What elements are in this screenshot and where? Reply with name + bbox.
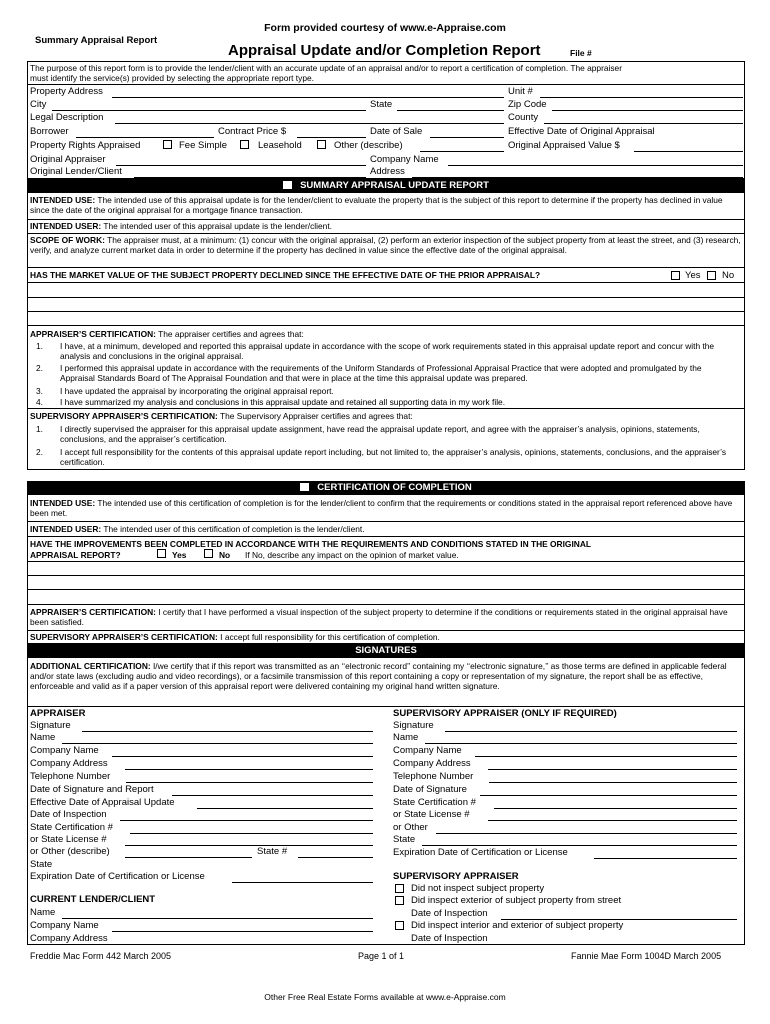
- completed-yes-checkbox[interactable]: [157, 549, 166, 558]
- cert-item-text: I have, at a minimum, developed and reported this appraisal update in accordance with the scope of work requirements stated in this appraisal update report and concur with the analysis and conclusions in the original appraisal.: [60, 341, 715, 362]
- effective-date-label: Effective Date of Original Appraisal: [508, 126, 655, 137]
- fee-simple-label: Fee Simple: [179, 140, 228, 151]
- appraiser-field-label: Effective Date of Appraisal Update: [30, 797, 175, 808]
- sup-item-text: I accept full responsibility for the contents of this appraisal update report including, but not limited to, the appraiser’s analysis, opinions, statements, conclusions, and the appraiser’s certification.: [60, 447, 727, 468]
- appraiser-heading: APPRAISER: [30, 708, 86, 719]
- update-intended-use: INTENDED USE: The intended use of this appraisal update is for the lender/client to evaluate the property that is the subject of this report to determine if the property has declined in value since the date of the original appraisal for a mortgage finance transaction.: [30, 195, 723, 216]
- appraiser-inspection-date-line[interactable]: [120, 820, 373, 821]
- zip-label: Zip Code: [508, 99, 547, 110]
- appraiser-field-label: Date of Inspection: [30, 809, 107, 820]
- supervisor-field-label: Name: [393, 732, 419, 743]
- appraiser-other-line[interactable]: [125, 857, 252, 858]
- signatures-section-header: [27, 644, 745, 657]
- additional-certification: ADDITIONAL CERTIFICATION: I/we certify that if this report was transmitted as an ‘‘electronic record’’ containing my ‘‘electronic signature,’’ as those terms are defined in applicable federal and/or state laws (excluding audio and video recordings), or a facsimile transmission of this report containing a copy or representation of my signature, the report shall be as effective, enforceable and valid as if a paper version of this appraisal report were delivered containing my original hand written signature.: [30, 661, 727, 692]
- lender-address-line[interactable]: [125, 944, 373, 945]
- appraiser-effective-date-line[interactable]: [197, 808, 373, 809]
- other-rights-label: Other (describe): [334, 140, 403, 151]
- fee-simple-checkbox[interactable]: [163, 140, 172, 149]
- appraiser-address-line[interactable]: [125, 769, 373, 770]
- supervisor-field-label: State: [393, 834, 416, 845]
- supervisor-field-label: Expiration Date of Certification or License: [393, 847, 568, 858]
- interior-inspection-date-line[interactable]: [501, 944, 737, 945]
- supervisor-name-line[interactable]: [425, 743, 737, 744]
- completion-section-header: [27, 481, 745, 494]
- exterior-inspected-checkbox[interactable]: [395, 896, 404, 905]
- original-lender-label: Original Lender/Client: [30, 166, 122, 177]
- lender-company-line[interactable]: [112, 931, 373, 932]
- exterior-inspection-date-label: Date of Inspection: [411, 908, 488, 919]
- interior-inspected-label: Did inspect interior and exterior of subject property: [411, 920, 624, 931]
- footer-more-forms-link[interactable]: Other Free Real Estate Forms available at www.e-Appraise.com: [264, 992, 506, 1002]
- courtesy-text: Form provided courtesy of www.e-Appraise.com: [264, 22, 506, 34]
- lender-field-label: Name: [30, 907, 56, 918]
- appraiser-field-label: Name: [30, 732, 56, 743]
- contract-price-label: Contract Price $: [218, 126, 287, 137]
- exterior-inspected-label: Did inspect exterior of subject property from street: [411, 895, 622, 906]
- original-appraiser-label: Original Appraiser: [30, 154, 106, 165]
- supervisor-field-label: State Certification #: [393, 797, 476, 808]
- update-appraiser-cert-heading: APPRAISER’S CERTIFICATION: The appraiser certifies and agrees that:: [30, 329, 304, 339]
- lender-field-label: Company Address: [30, 933, 108, 944]
- unit-label: Unit #: [508, 86, 533, 97]
- supervisor-signature-line[interactable]: [445, 731, 737, 732]
- update-section-header: [27, 179, 745, 192]
- supervisor-other-line[interactable]: [436, 833, 737, 834]
- appraiser-state-number-label: State #: [257, 846, 288, 857]
- file-number-label: File #: [570, 48, 592, 58]
- appraiser-field-label: or Other (describe): [30, 846, 110, 857]
- completion-question-line2: APPRAISAL REPORT?: [30, 550, 121, 560]
- footer-page-number: Page 1 of 1: [358, 951, 405, 961]
- supervisor-phone-line[interactable]: [489, 782, 737, 783]
- market-value-question: HAS THE MARKET VALUE OF THE SUBJECT PROPERTY DECLINED SINCE THE EFFECTIVE DATE OF THE PRIOR APPRAISAL?: [30, 270, 541, 280]
- page-title: Appraisal Update and/or Completion Report: [228, 42, 541, 59]
- supervisor-field-label: Signature: [393, 720, 434, 731]
- appraiser-field-label: Company Address: [30, 758, 108, 769]
- other-rights-checkbox[interactable]: [317, 140, 326, 149]
- appraiser-phone-line[interactable]: [126, 782, 373, 783]
- appraiser-date-line[interactable]: [172, 795, 373, 796]
- appraiser-name-line[interactable]: [62, 743, 373, 744]
- completion-question-line1: HAVE THE IMPROVEMENTS BEEN COMPLETED IN ACCORDANCE WITH THE REQUIREMENTS AND CONDITIONS STATED IN THE ORIGINAL: [30, 539, 591, 549]
- supervisor-field-label: Telephone Number: [393, 771, 474, 782]
- company-name-label: Company Name: [370, 154, 439, 165]
- completion-supervisory-cert: SUPERVISORY APPRAISER’S CERTIFICATION: I accept full responsibility for this certification of completion.: [30, 632, 440, 642]
- appraiser-state-cert-line[interactable]: [130, 833, 373, 834]
- update-intended-user: INTENDED USER: The intended user of this appraisal update is the lender/client.: [30, 221, 332, 231]
- appraiser-field-label: Signature: [30, 720, 71, 731]
- appraiser-field-label: Expiration Date of Certification or License: [30, 871, 205, 882]
- supervisor-heading: SUPERVISORY APPRAISER (ONLY IF REQUIRED): [393, 708, 617, 719]
- lender-name-line[interactable]: [62, 918, 373, 919]
- legal-description-label: Legal Description: [30, 112, 104, 123]
- market-declined-no-checkbox[interactable]: [707, 271, 716, 280]
- date-of-sale-label: Date of Sale: [370, 126, 423, 137]
- interior-inspected-checkbox[interactable]: [395, 921, 404, 930]
- sup-appraiser-heading: SUPERVISORY APPRAISER: [393, 871, 519, 882]
- sup-item-num: 2.: [36, 447, 43, 457]
- interior-inspection-date-label: Date of Inspection: [411, 933, 488, 944]
- market-declined-no-label: No: [722, 270, 735, 281]
- update-heading: SUMMARY APPRAISAL UPDATE REPORT: [300, 180, 489, 191]
- appraiser-field-label: Company Name: [30, 745, 99, 756]
- completed-no-checkbox[interactable]: [204, 549, 213, 558]
- update-supervisory-cert-heading: SUPERVISORY APPRAISER’S CERTIFICATION: The Supervisory Appraiser certifies and agrees that:: [30, 411, 413, 421]
- supervisor-field-label: Date of Signature: [393, 784, 467, 795]
- leasehold-checkbox[interactable]: [240, 140, 249, 149]
- county-label: County: [508, 112, 539, 123]
- appraiser-signature-line[interactable]: [82, 731, 373, 732]
- appraiser-field-label: State: [30, 859, 53, 870]
- cert-item-num: 4.: [36, 397, 43, 407]
- appraiser-expiration-line[interactable]: [232, 882, 373, 883]
- borrower-label: Borrower: [30, 126, 69, 137]
- completion-appraiser-cert: APPRAISER’S CERTIFICATION: I certify that I have performed a visual inspection of the subject property to determine if the conditions or requirements stated in the original appraisal have been satisfied.: [30, 607, 728, 628]
- completion-question-note: If No, describe any impact on the opinion of market value.: [245, 550, 459, 560]
- lender-field-label: Company Name: [30, 920, 99, 931]
- address-label: Address: [370, 166, 405, 177]
- state-label: State: [370, 99, 393, 110]
- supervisor-field-label: Company Address: [393, 758, 471, 769]
- supervisor-company-line[interactable]: [475, 756, 737, 757]
- cert-item-text: I have summarized my analysis and conclusions in this appraisal update and retained all supporting data in my work file.: [60, 397, 506, 407]
- appraiser-state-number-line[interactable]: [298, 857, 373, 858]
- footer-fannie-mae: Fannie Mae Form 1004D March 2005: [571, 951, 722, 961]
- completion-heading: CERTIFICATION OF COMPLETION: [317, 482, 472, 493]
- market-declined-yes-checkbox[interactable]: [671, 271, 680, 280]
- signatures-heading: SIGNATURES: [355, 645, 417, 656]
- lender-heading: CURRENT LENDER/CLIENT: [30, 894, 156, 905]
- appraiser-field-label: Telephone Number: [30, 771, 111, 782]
- appraiser-company-line[interactable]: [112, 756, 373, 757]
- supervisor-field-label: or State License #: [393, 809, 470, 820]
- property-rights-label: Property Rights Appraised: [30, 140, 141, 151]
- sup-item-text: I directly supervised the appraiser for this appraisal update assignment, have read the appraisal update report, and agree with the appraiser’s analysis, opinions, statements, conclusions, and the appraiser’s certification.: [60, 424, 700, 445]
- supervisor-date-line[interactable]: [480, 795, 737, 796]
- summary-label: Summary Appraisal Report: [35, 35, 158, 46]
- appraiser-state-license-line[interactable]: [125, 845, 373, 846]
- supervisor-address-line[interactable]: [488, 769, 737, 770]
- not-inspected-label: Did not inspect subject property: [411, 883, 545, 894]
- cert-item-num: 2.: [36, 363, 43, 373]
- completed-yes-label: Yes: [172, 550, 187, 560]
- property-address-label: Property Address: [30, 86, 103, 97]
- update-scope-of-work: SCOPE OF WORK: The appraiser must, at a minimum: (1) concur with the original appraisal, (2) perform an exterior inspection of the subject property from at least the street, and (3) research, verify, and analyze current market data in order to determine if the property has declined in value since the effective date of the original appraisal.: [30, 235, 741, 256]
- market-value-comment-field[interactable]: [28, 283, 744, 325]
- supervisor-state-cert-line[interactable]: [494, 808, 737, 809]
- completed-no-label: No: [219, 550, 231, 560]
- market-declined-yes-label: Yes: [685, 270, 701, 281]
- cert-item-num: 3.: [36, 386, 43, 396]
- completion-intended-use: INTENDED USE: The intended use of this certification of completion is for the lender/client to confirm that the requirements or conditions stated in the appraisal report referenced above have been met.: [30, 498, 733, 519]
- supervisor-field-label: Company Name: [393, 745, 462, 756]
- intro-text: The purpose of this report form is to provide the lender/client with an accurate update of an appraisal and/or to report a certification of completion. The appraiser must identify the service(s) provided by selecting the appropriate report type.: [30, 63, 623, 84]
- footer-freddie-mac: Freddie Mac Form 442 March 2005: [30, 951, 172, 961]
- original-value-label: Original Appraised Value $: [508, 140, 620, 151]
- cert-item-num: 1.: [36, 341, 43, 351]
- not-inspected-checkbox[interactable]: [395, 884, 404, 893]
- appraiser-field-label: State Certification #: [30, 822, 113, 833]
- completion-comment-field[interactable]: [28, 562, 744, 604]
- supervisor-state-line[interactable]: [422, 845, 737, 846]
- supervisor-expiration-line[interactable]: [594, 858, 737, 859]
- supervisor-field-label: or Other: [393, 822, 428, 833]
- completion-intended-user: INTENDED USER: The intended user of this certification of completion is the lender/client.: [30, 524, 365, 534]
- supervisor-state-license-line[interactable]: [488, 820, 737, 821]
- cert-item-text: I have updated the appraisal by incorporating the original appraisal report.: [60, 386, 334, 396]
- appraiser-field-label: or State License #: [30, 834, 107, 845]
- leasehold-label: Leasehold: [258, 140, 302, 151]
- cert-item-text: I performed this appraisal update in accordance with the requirements of the Uniform Standards of Professional Appraisal Practice that were adopted and promulgated by the Appraisal Standards Board of The Appraisal Foundation and that were in place at the time this appraisal update was prepared.: [60, 363, 702, 384]
- appraiser-field-label: Date of Signature and Report: [30, 784, 154, 795]
- sup-item-num: 1.: [36, 424, 43, 434]
- city-label: City: [30, 99, 47, 110]
